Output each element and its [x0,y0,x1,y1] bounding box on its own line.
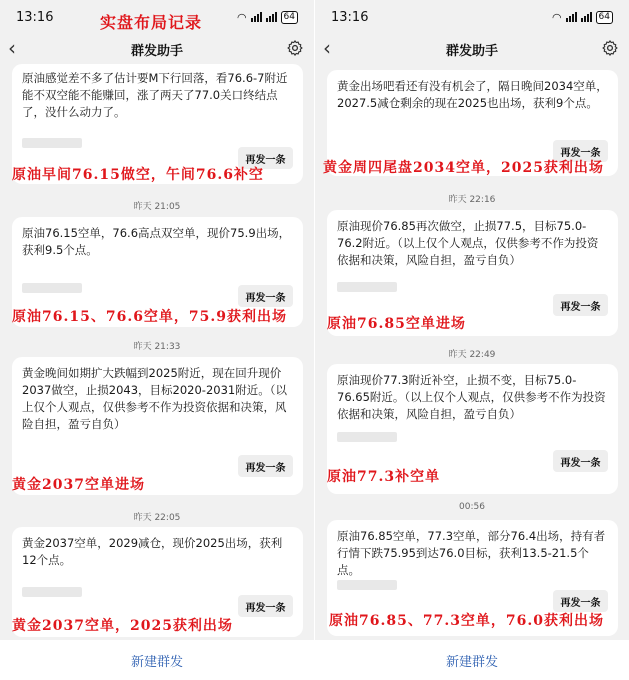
status-bar [315,0,629,34]
signal-icon [251,12,262,22]
battery-icon: 64 [281,11,298,24]
resend-button[interactable]: 再发一条 [553,450,608,472]
status-icons [552,11,613,24]
message-text: 原油76.85空单，77.3空单，部分76.4出场，持有者行情下跌75.95到达76.0目标，获利13.5-21.5个点。 [337,529,606,577]
right-screen [315,0,629,680]
message-text: 原油76.15空单，76.6高点双空单，现价75.9出场，获利9.5个点。 [22,226,291,257]
new-broadcast-button[interactable]: 新建群发 [130,654,183,670]
message-text: 黄金晚间如期扩大跌幅到2025附近，现在回升现价2037做空，止损2043，目标2020-2031附近。（以上仅个人观点，仅供参考不作为投资依据和决策，风险自担，盈亏自负） [22,366,287,431]
nav-bar [0,34,314,64]
timestamp: 昨天 22:49 [448,350,496,360]
wifi-icon: ◠ [551,10,562,24]
timestamp: 昨天 22:16 [448,195,496,205]
back-icon[interactable]: ‹ [8,36,16,60]
gear-icon[interactable] [601,39,619,57]
timestamp: 昨天 21:05 [133,202,181,212]
resend-button[interactable]: 再发一条 [553,294,608,316]
signal-icon [566,12,577,22]
left-screen [0,0,314,680]
annotation: 原油76.85空单进场 [327,316,466,332]
gear-icon[interactable] [286,39,304,57]
recipients-placeholder [22,587,82,597]
recipients-placeholder [22,283,82,293]
signal-icon-2 [581,12,592,22]
status-icons [237,11,298,24]
resend-button[interactable]: 再发一条 [553,140,608,162]
message-text: 黄金2037空单，2029减仓，现价2025出场，获利12个点。 [22,536,283,567]
resend-button[interactable]: 再发一条 [238,147,293,169]
message-text: 原油感觉差不多了估计要M下行回落，看76.6-7附近能不双空能不能赚回，涨了两天了77.0关口终结点了，没什么动力了。 [22,71,288,119]
recipients-placeholder [337,432,397,442]
message-text: 原油现价76.85再次做空，止损77.5，目标75.0-76.2附近。（以上仅个人观点，仅供参考不作为投资依据和决策，风险自担，盈亏自负） [337,219,599,267]
battery-icon: 64 [596,11,613,24]
recipients-placeholder [337,580,397,590]
recipients-placeholder [337,282,397,292]
annotation: 原油76.85、77.3空单，76.0获利出场 [329,613,605,629]
recipients-placeholder [22,138,82,148]
page-title: 群发助手 [130,43,183,59]
page-title: 群发助手 [445,43,498,59]
caption-title: 实盘布局记录 [100,13,203,32]
annotation: 原油77.3补空单 [327,469,441,485]
annotation: 原油早间76.15做空，午间76.6补空 [12,167,264,183]
resend-button[interactable]: 再发一条 [553,590,608,612]
new-broadcast-button[interactable]: 新建群发 [445,654,498,670]
resend-button[interactable]: 再发一条 [238,285,293,307]
annotation: 黄金2037空单进场 [12,477,145,493]
resend-button[interactable]: 再发一条 [238,595,293,617]
annotation: 原油76.15、76.6空单，75.9获利出场 [12,309,288,325]
resend-button[interactable]: 再发一条 [238,455,293,477]
nav-bar [315,34,629,64]
wifi-icon: ◠ [236,10,247,24]
timestamp: 00:56 [459,502,485,512]
message-text: 原油现价77.3附近补空，止损不变，目标75.0-76.65附近。（以上仅个人观点，仅供参考不作为投资依据和决策，风险自担，盈亏自负） [337,373,606,421]
bottom-bar [315,640,629,680]
message-text: 黄金出场吧看还有没有机会了，隔日晚间2034空单，2027.5减仓剩余的现在2025也出场，获利9个点。 [337,79,608,110]
back-icon[interactable]: ‹ [323,36,331,60]
annotation: 黄金2037空单，2025获利出场 [12,618,233,634]
timestamp: 昨天 22:05 [133,513,181,523]
timestamp: 昨天 21:33 [133,342,181,352]
bottom-bar [0,640,314,680]
annotation: 黄金周四尾盘2034空单，2025获利出场 [323,160,604,176]
signal-icon-2 [266,12,277,22]
status-time: 13:16 [16,9,54,25]
status-time: 13:16 [331,9,369,25]
